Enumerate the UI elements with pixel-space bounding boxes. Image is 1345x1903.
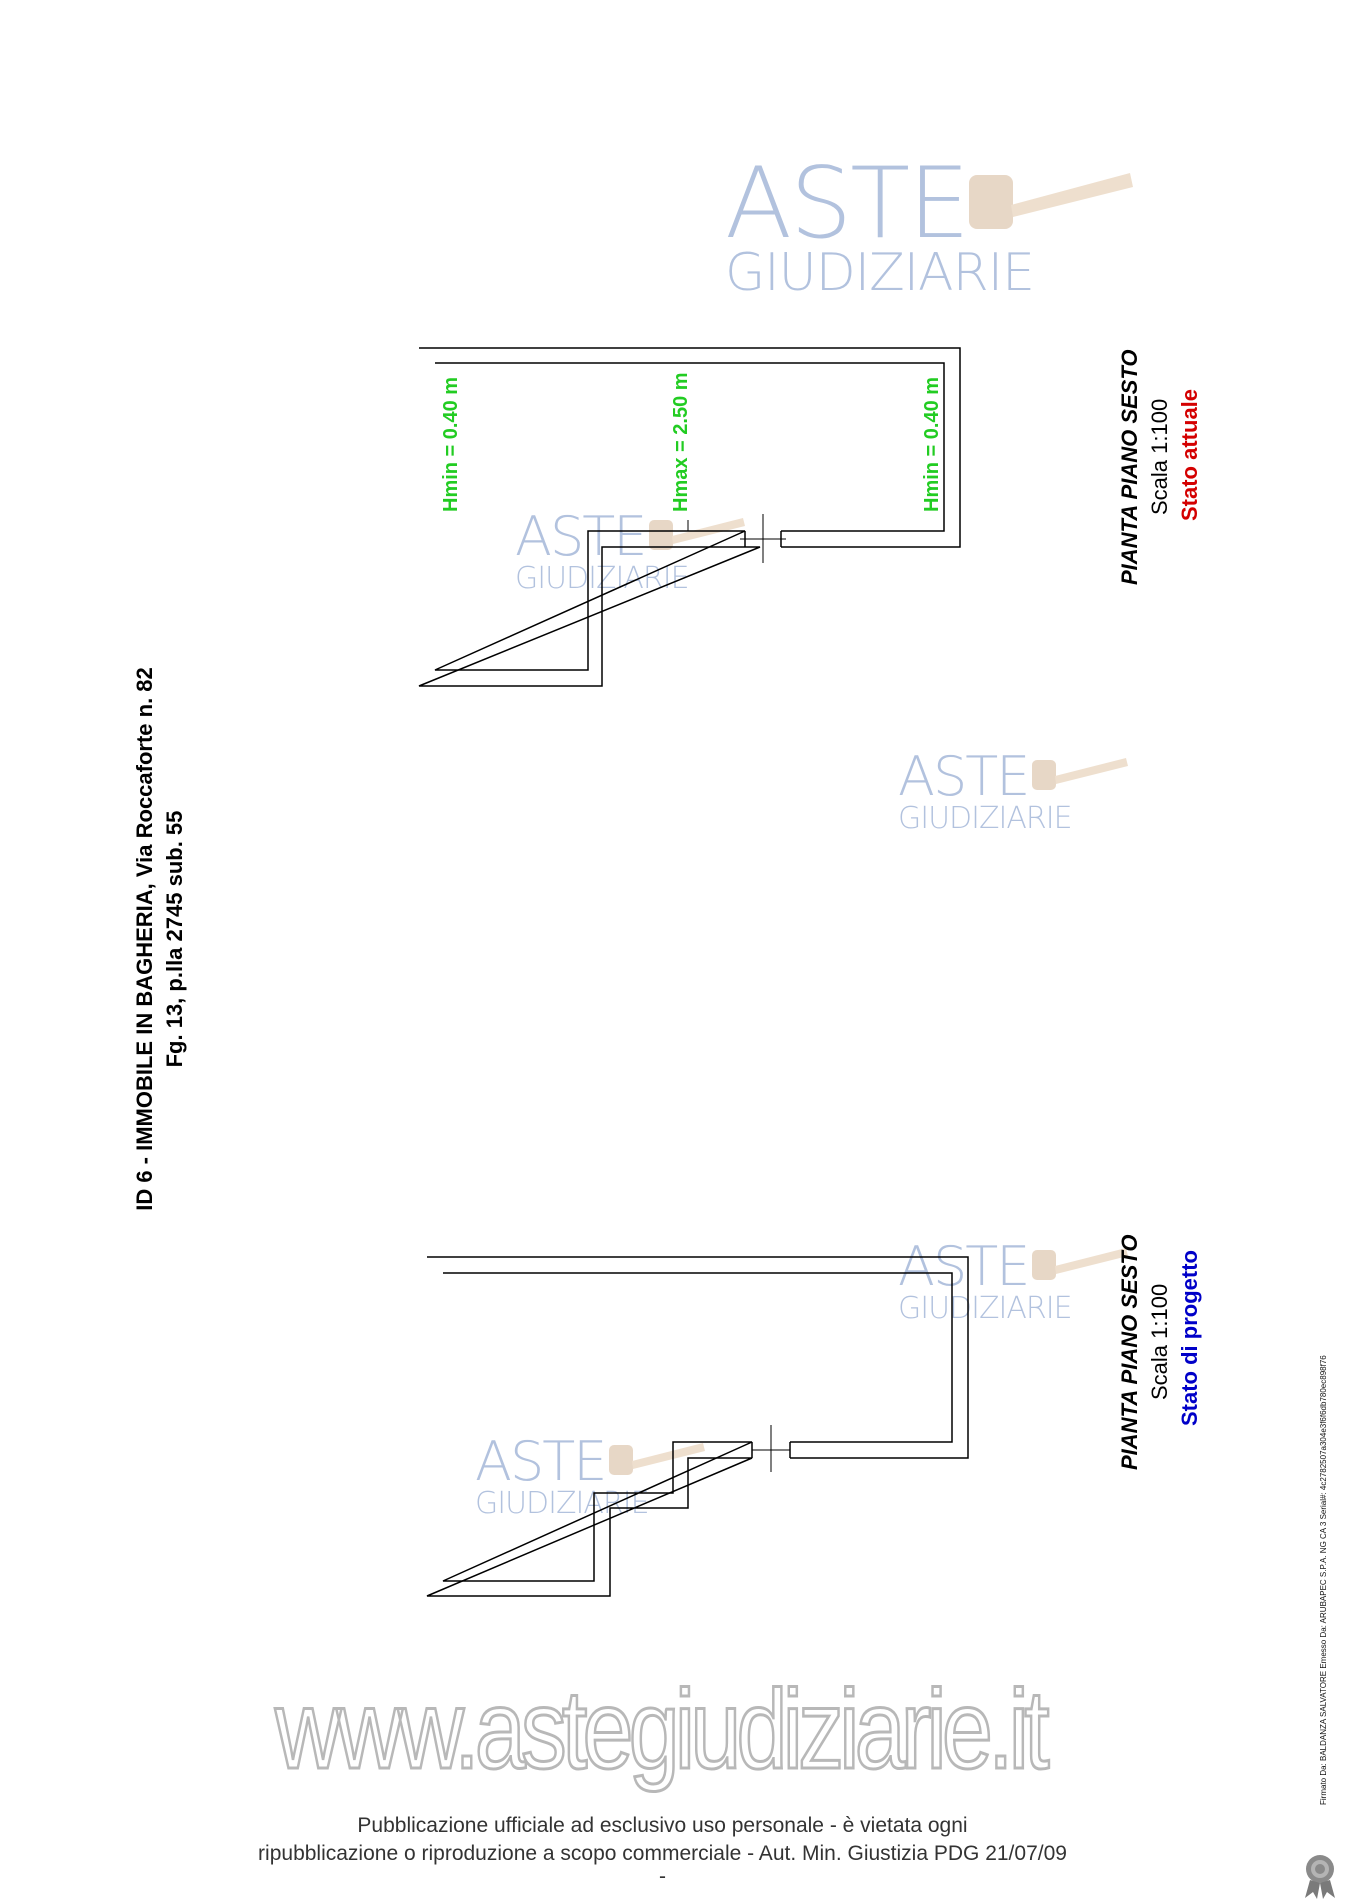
logo-text-aste: ASTE — [898, 745, 1029, 808]
logo-text-giudiziarie: GIUDIZIARIE — [475, 1486, 649, 1521]
logo-text-giudiziarie: GIUDIZIARIE — [898, 1291, 1072, 1326]
plan-current-scale: Scala 1:100 — [1147, 398, 1172, 515]
footer-notice — [240, 1812, 1085, 1886]
logo-text-giudiziarie: GIUDIZIARIE — [725, 243, 1034, 303]
certificate-seal-icon — [1300, 1852, 1340, 1900]
plan-current-title: PIANTA PIANO SESTO — [1117, 349, 1142, 585]
digital-signature-text: Firmato Da: BALDANZA SALVATORE Emesso Da: ARUBAPEC S.P.A. NG CA 3 Serial#: 4c2782507a304e3f6f6db780ec898f76 — [1319, 1355, 1328, 1805]
footer-line-1: Pubblicazione ufficiale ad esclusivo uso personale - è vietata ogni — [357, 1814, 968, 1837]
plan-project-caption — [1115, 1234, 1205, 1470]
property-heading — [130, 638, 190, 1240]
logo-text-aste: ASTE — [475, 1430, 606, 1493]
plan-project-title: PIANTA PIANO SESTO — [1117, 1234, 1142, 1470]
plan-project-status: Stato di progetto — [1177, 1250, 1202, 1426]
plan-current-status: Stato attuale — [1177, 388, 1202, 521]
property-title: ID 6 - IMMOBILE IN BAGHERIA, Via Roccaforte n. 82 — [132, 667, 157, 1211]
logo-text-aste: ASTE — [898, 1235, 1029, 1298]
property-cadastral: Fg. 13, p.lla 2745 sub. 55 — [162, 810, 187, 1068]
plan-project-scale: Scala 1:100 — [1147, 1283, 1172, 1400]
footer-line-3: - — [659, 1865, 666, 1888]
height-label-right: Hmin = 0.40 m — [921, 376, 943, 512]
logo-text-aste: ASTE — [725, 147, 969, 261]
height-label-left: Hmin = 0.40 m — [440, 376, 462, 512]
height-label-center: Hmax = 2.50 m — [670, 372, 692, 512]
footer-line-2: ripubblicazione o riproduzione a scopo commerciale - Aut. Min. Giustizia PDG 21/07/09 — [258, 1842, 1067, 1865]
logo-text-giudiziarie: GIUDIZIARIE — [515, 561, 689, 596]
plan-current-caption — [1115, 349, 1205, 585]
site-watermark: www.astegiudiziarie.it — [275, 1667, 1045, 1792]
logo-text-giudiziarie: GIUDIZIARIE — [898, 801, 1072, 836]
plan-project-walls — [427, 1257, 968, 1596]
logo-text-aste: ASTE — [515, 505, 646, 568]
